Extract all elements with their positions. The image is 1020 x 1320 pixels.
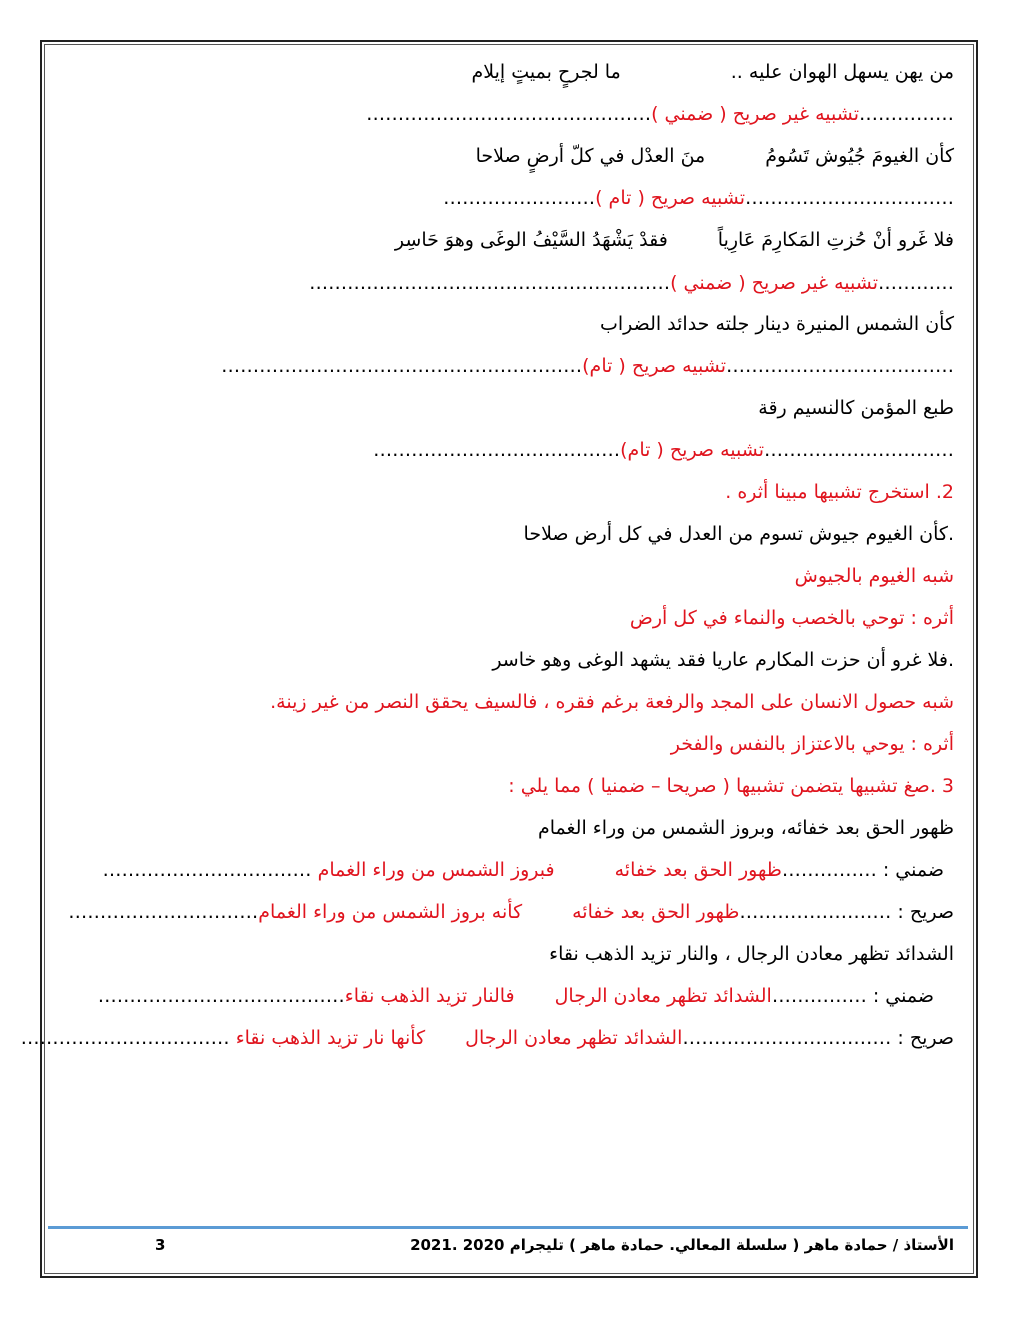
q3-implicit-1-b: فبروز الشمس من وراء الغمام [317,859,555,881]
q3-implicit-1-dots-end: …………………………… [102,859,312,881]
q3-explicit-2 [21,1026,954,1050]
answer-3 [309,271,954,295]
q3-explicit-2-dots-end: …………………………… [20,1027,230,1049]
q3-sentence-1: ظهور الحق بعد خفائه، وبروز الشمس من وراء الغمام [537,817,954,839]
q3-implicit-1-a: ظهور الحق بعد خفائه [614,859,782,881]
verse-2-second-hemistich: منَ العدْل في كلّ أرضٍ صلاحا [475,145,706,167]
answer-3-text: تشبيه غير صريح ( ضمني ) [670,272,878,294]
question-2: 2. استخرج تشبيها مبينا أثره . [725,481,954,503]
q2-verse-1: .كأن الغيوم جيوش تسوم من العدل في كل أرض صلاحا [523,523,954,545]
q3-explicit-1-label: صريح : [891,901,954,923]
answer-2 [443,186,954,210]
footer-credit: الأستاذ / حمادة ماهر ( سلسلة المعالي. حمادة ماهر ) تليجرام 2020 .2021 [410,1236,954,1254]
answer-1-dots-end: ……………………………………… [366,103,652,125]
q3-explicit-2-b: كأنها نار تزيد الذهب نقاء [235,1027,426,1049]
verse-1 [472,60,954,84]
answer-5-dots: ………………………… [764,439,954,461]
answer-4-dots: ……………………………… [726,355,954,377]
sentence-4: كأن الشمس المنيرة دينار جلته حدائد الضراب [599,313,954,335]
q3-implicit-1-dots: …………… [781,859,877,881]
q3-implicit-2-dots: …………… [771,985,867,1007]
q3-implicit-2-a: الشدائد تظهر معادن الرجال [554,985,772,1007]
footer-divider [48,1226,968,1229]
sentence-5: طبع المؤمن كالنسيم رقة [758,397,954,419]
answer-4-text: تشبيه صريح ( تام) [582,355,726,377]
answer-3-dots-end: ………………………………………………… [309,272,671,294]
q2-verse-2: .فلا غرو أن حزت المكارم عاريا فقد يشهد الوغى وهو خاسر [492,649,954,671]
verse-2-first-hemistich: كأن الغيومَ جُيُوش تَسُومُ [765,145,954,167]
q3-explicit-2-dots: …………………………… [682,1027,892,1049]
q3-explicit-1-a: ظهور الحق بعد خفائه [572,901,740,923]
q3-implicit-1 [103,858,944,882]
verse-1-second-hemistich: ما لجرحٍ بميتٍ إيلام [471,61,621,83]
answer-2-dots: …………………………… [745,187,954,209]
q3-explicit-1 [68,900,954,924]
answer-5-text: تشبيه صريح ( تام) [620,439,764,461]
answer-5 [373,438,954,462]
answer-1-dots: …………… [859,103,954,125]
q2-answer-2a: شبه حصول الانسان على المجد والرفعة برغم فقره ، فالسيف يحقق النصر من غير زينة. [270,691,954,713]
verse-3 [395,228,954,252]
page-number: 3 [155,1236,166,1254]
q3-implicit-2-b: فالنار تزيد الذهب نقاء [344,985,515,1007]
answer-4-dots-end: ………………………………………………… [221,355,583,377]
q3-implicit-2 [98,984,934,1008]
q3-explicit-2-a: الشدائد تظهر معادن الرجال [465,1027,683,1049]
verse-1-first-hemistich: من يهن يسهل الهوان عليه .. [730,61,954,83]
q3-implicit-2-label: ضمني : [866,985,934,1007]
q3-implicit-2-dots-end: ………………………………… [97,985,345,1007]
answer-2-text: تشبيه صريح ( تام ) [595,187,745,209]
q2-answer-1b: أثره : توحي بالخصب والنماء في كل أرض [629,607,954,629]
answer-2-dots-end: …………………… [443,187,596,209]
answer-5-dots-end: ………………………………… [373,439,621,461]
q3-explicit-1-dots-end: ………………………… [68,901,259,923]
q3-explicit-1-b: كأنه بروز الشمس من وراء الغمام [258,901,523,923]
verse-3-first-hemistich: فلا غَرو أنْ حُزتِ المَكارِمَ عَارِياً [717,229,954,251]
answer-1 [366,102,954,126]
question-3: 3 .صغ تشبيها يتضمن تشبيها ( صريحا – ضمنيا ) مما يلي : [508,775,954,797]
q2-answer-1a: شبه الغيوم بالجيوش [794,565,954,587]
q2-answer-2b: أثره : يوحي بالاعتزاز بالنفس والفخر [670,733,954,755]
answer-3-dots: ………… [878,272,954,294]
q3-explicit-2-label: صريح : [891,1027,954,1049]
answer-1-text: تشبيه غير صريح ( ضمني ) [651,103,859,125]
answer-4 [221,354,954,378]
verse-3-second-hemistich: فقدْ يَشْهَدُ السَّيْفُ الوغَى وهوَ حَاسِر [394,229,668,251]
verse-2 [476,144,954,168]
q3-explicit-1-dots: …………………… [739,901,892,923]
q3-implicit-1-label: ضمني : [876,859,944,881]
q3-sentence-2: الشدائد تظهر معادن الرجال ، والنار تزيد الذهب نقاء [549,943,954,965]
